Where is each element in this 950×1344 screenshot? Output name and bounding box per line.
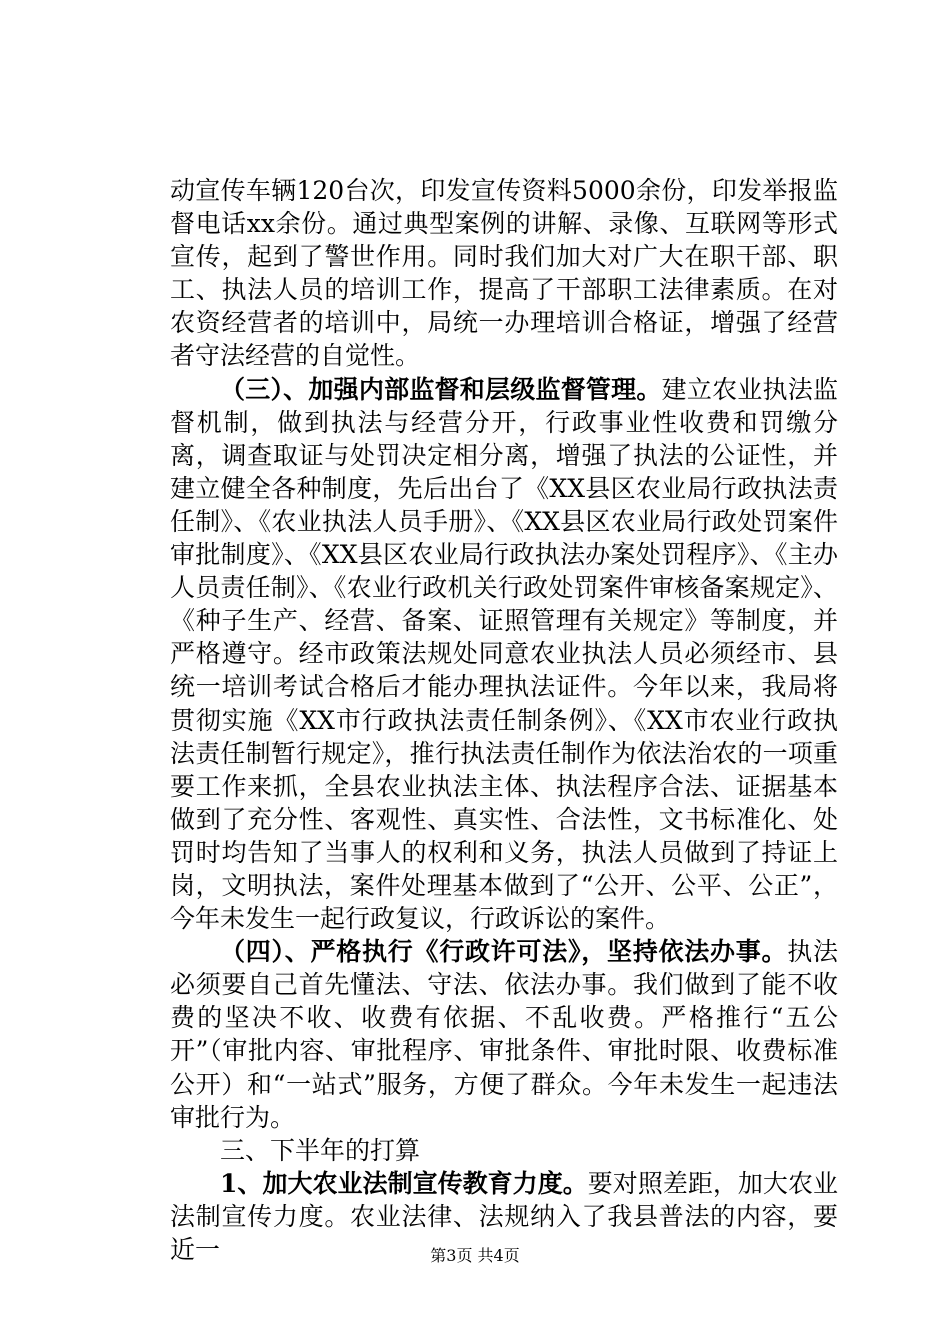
paragraph-3	[170, 935, 838, 1134]
paragraph-2-heading: （三）、加强内部监督和层级监督管理。	[220, 374, 662, 404]
paragraph-1	[170, 174, 838, 373]
section-heading-text: 三、下半年的打算	[220, 1135, 421, 1165]
paragraph-3-text: 执法必须要自己首先懂法、守法、依法办事。我们做到了能不收费的坚决不收、收费有依据、不乱收费。严格推行“五公开”（审批内容、审批程序、审批条件、审批时限、收费标准公开）和“一站式”服务，方便了群众。今年未发生一起违法审批行为。	[170, 937, 838, 1132]
paragraph-5-heading: 1、加大农业法制宣传教育力度。	[220, 1168, 588, 1198]
paragraph-3-heading: （四）、严格执行《行政许可法》，坚持依法办事。	[220, 937, 788, 967]
paragraph-5-text: 要对照差距，加大农业法制宣传力度。农业法律、法规纳入了我县普法的内容，要近一	[170, 1168, 838, 1264]
section-heading	[170, 1134, 838, 1167]
page-footer: 第3页 共4页	[430, 1246, 520, 1265]
paragraph-1-text: 动宣传车辆120台次，印发宣传资料5000余份，印发举报监督电话xx余份。通过典型案例的讲解、录像、互联网等形式宣传，起到了警世作用。同时我们加大对广大在职干部、职工、执法人员的培训工作，提高了干部职工法律素质。在对农资经营者的培训中，局统一办理培训合格证，增强了经营者守法经营的自觉性。	[170, 176, 838, 371]
document-body	[170, 174, 838, 1266]
paragraph-2	[170, 373, 838, 936]
paragraph-2-text: 建立农业执法监督机制，做到执法与经营分开，行政事业性收费和罚缴分离，调查取证与处罚决定相分离，增强了执法的公证性，并建立健全各种制度，先后出台了《XX县区农业局行政执法责任制》、《农业执法人员手册》、《XX县区农业局行政处罚案件审批制度》、《XX县区农业局行政执法办案处罚程序》、《主办人员责任制》、《农业行政机关行政处罚案件审核备案规定》、《种子生产、经营、备案、证照管理有关规定》等制度，并严格遵守。经市政策法规处同意农业执法人员必须经市、县统一培训考试合格后才能办理执法证件。今年以来，我局将贯彻实施《XX市行政执法责任制条例》、《XX市农业行政执法责任制暂行规定》，推行执法责任制作为依法治农的一项重要工作来抓，全县农业执法主体、执法程序合法、证据基本做到了充分性、客观性、真实性、合法性，文书标准化、处罚时均告知了当事人的权利和义务，执法人员做到了持证上岗，文明执法，案件处理基本做到了“公开、公平、公正”，今年未发生一起行政复议，行政诉讼的案件。	[170, 374, 838, 934]
